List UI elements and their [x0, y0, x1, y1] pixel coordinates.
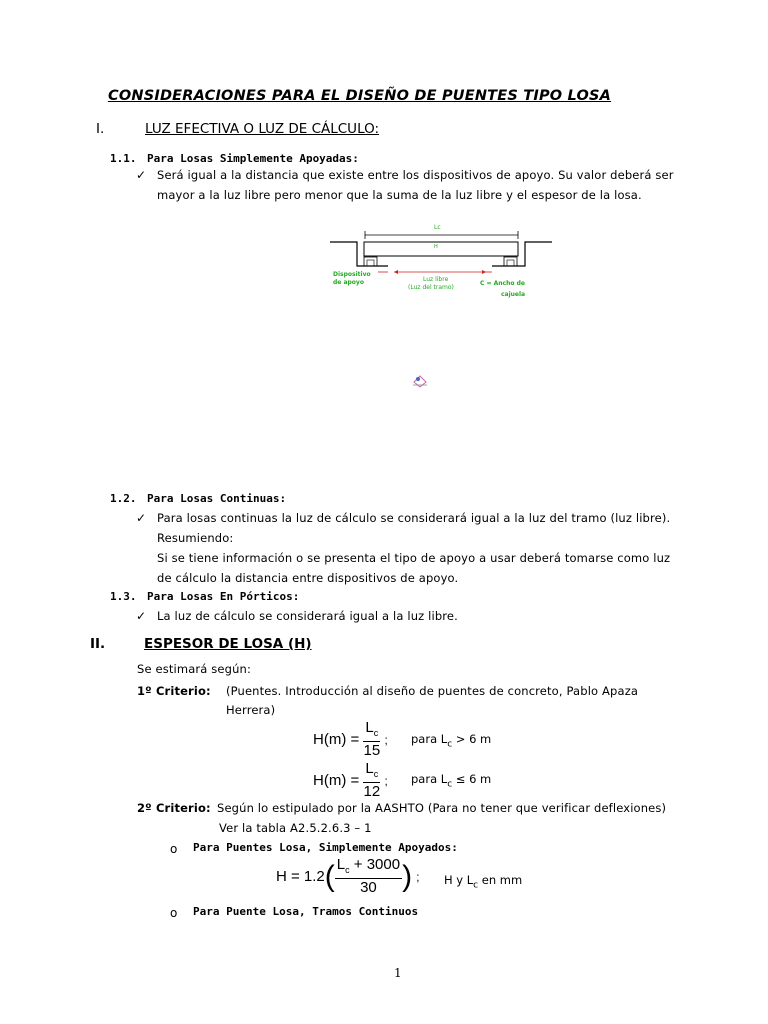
svg-text:(Luz del tramo): (Luz del tramo)	[408, 284, 454, 291]
subsection-heading: Para Losas Continuas:	[147, 492, 287, 505]
formula-h15: H(m) = $\frac{L_c}{15}$ ;	[313, 719, 388, 759]
svg-text:cajuela: cajuela	[501, 291, 526, 298]
bullet-heading: Para Puentes Losa, Simplemente Apoyados:	[193, 841, 458, 854]
right-bearing	[504, 257, 517, 266]
paragraph-line: de cálculo la distancia entre dispositivos de apoyo.	[157, 571, 459, 585]
check-icon: ✓	[136, 609, 147, 623]
bullet-heading: Para Puente Losa, Tramos Continuos	[193, 905, 419, 918]
slab-rect	[364, 242, 518, 256]
subsection-number: 1.1.	[110, 152, 137, 165]
criterio-label: 2º Criterio:	[137, 801, 211, 815]
paragraph-line: Será igual a la distancia que existe entre los dispositivos de apoyo. Su valor deberá ser	[157, 168, 674, 182]
paragraph-line: mayor a la luz libre pero menor que la suma de la luz libre y el espesor de la losa.	[157, 188, 642, 202]
section-number: II.	[90, 636, 106, 652]
luz-libre-label: Luz libre	[423, 276, 449, 283]
bridge-slab-diagram	[330, 222, 552, 302]
formula-condition: para $L_c > 6$ m	[411, 732, 492, 750]
subsection-heading: Para Losas En Pórticos:	[147, 590, 300, 603]
check-icon: ✓	[136, 511, 147, 525]
formula-condition: para $L_c \le 6$ m	[411, 772, 492, 790]
section-number: I.	[96, 121, 105, 137]
left-bearing	[364, 257, 377, 266]
h-label: H	[434, 244, 438, 250]
dispositivo-label: Dispositivo	[333, 271, 371, 278]
formula-units: H y $L_c$ en mm	[444, 873, 523, 891]
bullet-icon: o	[170, 842, 178, 856]
paragraph-line: La luz de cálculo se considerará igual a la luz libre.	[157, 609, 458, 623]
bullet-icon: o	[170, 906, 178, 920]
svg-text:de apoyo: de apoyo	[333, 279, 364, 286]
section-heading: ESPESOR DE LOSA (H)	[144, 636, 312, 652]
page-title: CONSIDERACIONES PARA EL DISEÑO DE PUENTES TIPO LOSA	[108, 88, 612, 104]
subsection-number: 1.2.	[110, 492, 137, 505]
paragraph-line: Resumiendo:	[157, 531, 234, 545]
subsection-number: 1.3.	[110, 590, 137, 603]
formula-h12: H(m) = $\frac{L_c}{12}$ ;	[313, 760, 388, 800]
criterio-label: 1º Criterio:	[137, 684, 211, 698]
criterio-text: Ver la tabla A2.5.2.6.3 – 1	[219, 821, 372, 835]
check-icon: ✓	[136, 168, 147, 182]
right-abutment	[492, 242, 552, 266]
subsection-heading: Para Losas Simplemente Apoyadas:	[147, 152, 359, 165]
paragraph-line: Para losas continuas la luz de cálculo se considerará igual a la luz del tramo (luz libre).	[157, 511, 671, 525]
formula-aashto: H = 1.2( $\frac{L_c + 3000}{30}$ ) ;	[276, 856, 420, 896]
criterio-text: Según lo estipulado por la AASHTO (Para no tener que verificar deflexiones)	[217, 801, 667, 815]
section-heading: LUZ EFECTIVA O LUZ DE CÁLCULO:	[145, 121, 380, 137]
intro-text: Se estimará según:	[137, 662, 251, 676]
paragraph-line: Si se tiene información o se presenta el tipo de apoyo a usar deberá tomarse como luz	[157, 551, 671, 565]
left-abutment	[330, 242, 388, 266]
embedded-object-icon	[410, 372, 430, 390]
criterio-text: Herrera)	[226, 703, 276, 717]
page-number: 1	[394, 966, 402, 980]
criterio-text: (Puentes. Introducción al diseño de puentes de concreto, Pablo Apaza	[226, 684, 639, 698]
cajuela-label: C = Ancho de	[480, 280, 525, 287]
lc-label: Lc	[434, 224, 441, 231]
